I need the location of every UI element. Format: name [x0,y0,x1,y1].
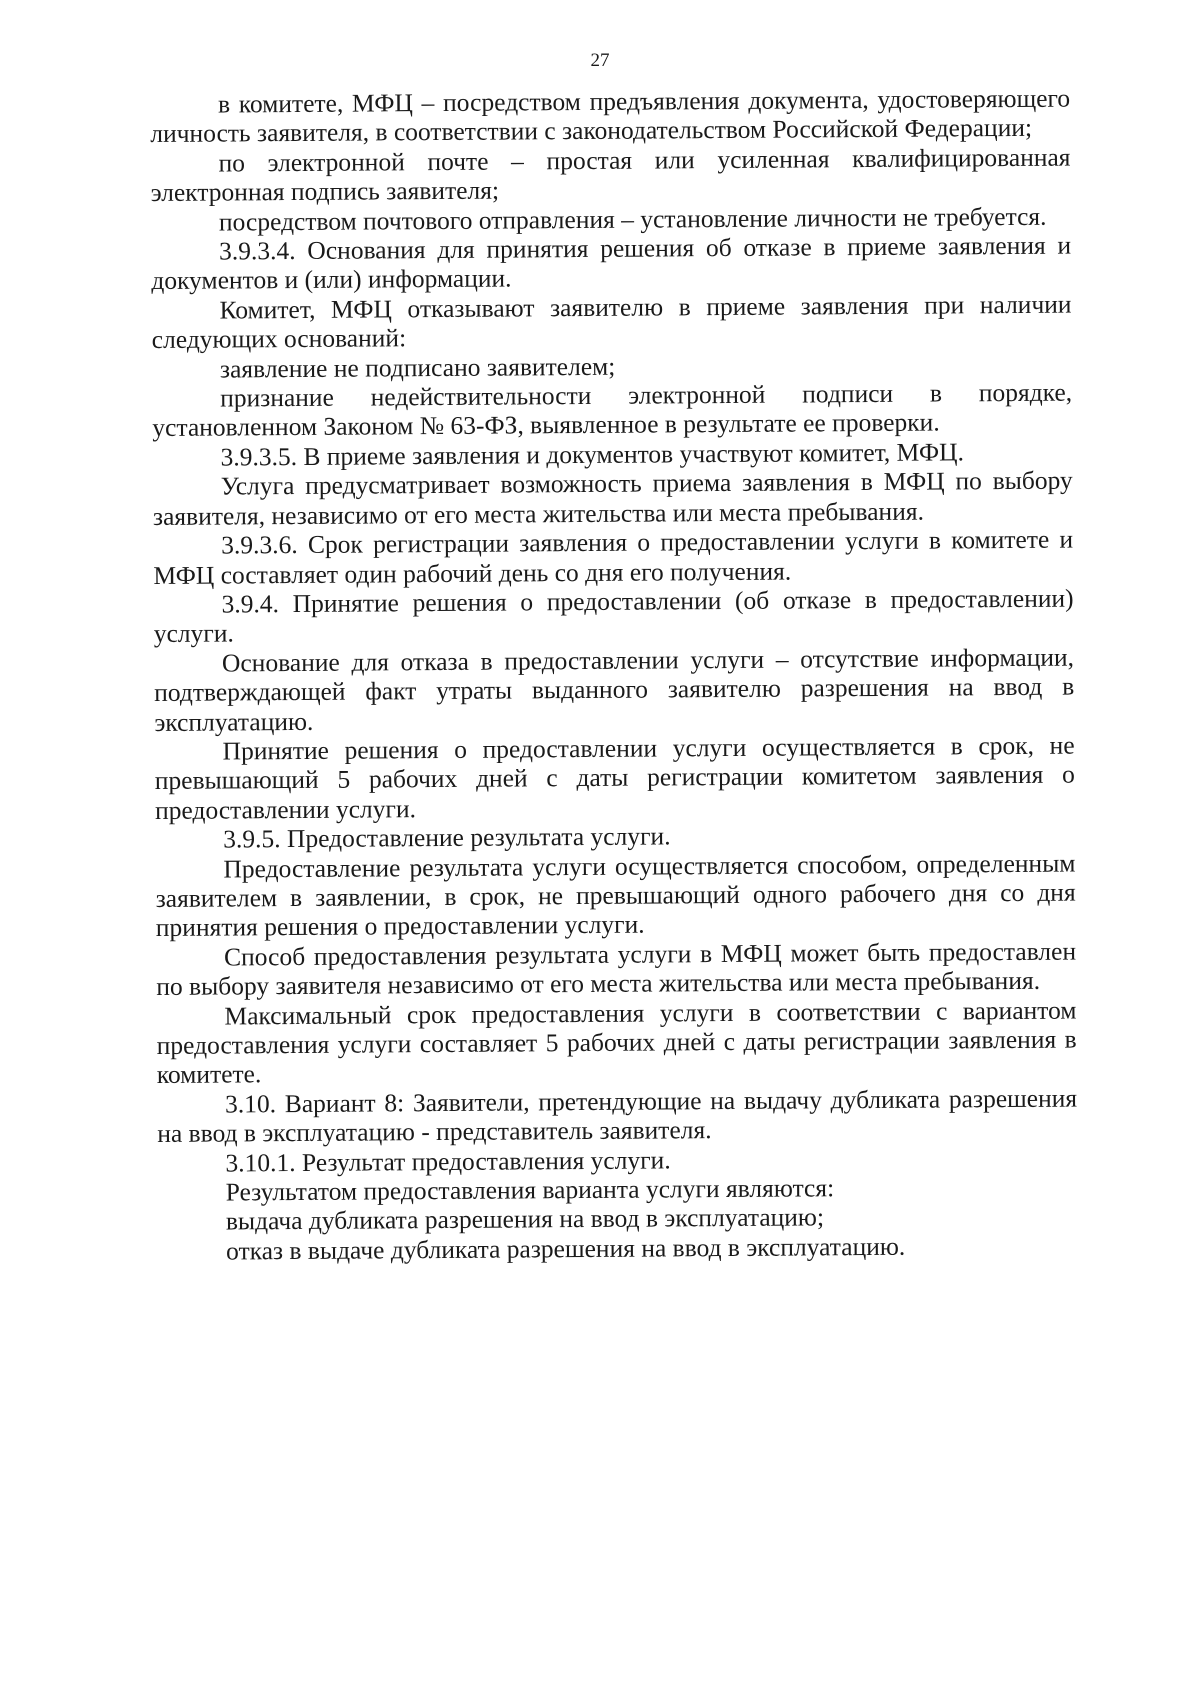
paragraph: в комитете, МФЦ – посредством предъявления документа, удостоверяющего личность заявителя, в соответствии с законодательством Российской Федерации; [150,83,1071,149]
paragraph: 3.9.5. Предоставление результата услуги. [223,821,671,854]
paragraph: Максимальный срок предоставления услуги в соответствии с вариантом предоставления услуги составляет 5 рабочих дней с даты регистрации заявления в комитете. [156,995,1077,1090]
paragraph: Принятие решения о предоставлении услуги осуществляется в срок, не превышающий 5 рабочих дней с даты регистрации комитетом заявления о предоставлении услуги. [154,730,1075,825]
paragraph: Результатом предоставления варианта услуги являются: [225,1173,835,1207]
paragraph: 3.9.4. Принятие решения о предоставлении (об отказе в предоставлении) услуги. [153,583,1074,649]
paragraph: выдача дубликата разрешения на ввод в эксплуатацию; [225,1202,825,1236]
paragraph: Основание для отказа в предоставлении услуги – отсутствие информации, подтверждающей факт утраты выданного заявителю разрешения на ввод в эксплуатацию. [154,642,1075,737]
paragraph: 3.9.3.5. В приеме заявления и документов участвуют комитет, МФЦ. [220,437,964,472]
paragraph: заявление не подписано заявителем; [219,351,616,384]
paragraph: признание недействительности электронной подписи в порядке, установленном Законом № 63-ФЗ, выявленное в результате ее проверки. [152,377,1073,443]
paragraph: посредством почтового отправления – установление личности не требуется. [218,201,1047,237]
paragraph: 3.10. Вариант 8: Заявители, претендующие на выдачу дубликата разрешения на ввод в эксплуатацию - представитель заявителя. [157,1083,1078,1149]
paragraph: Предоставление результата услуги осуществляется способом, определенным заявителем в заявлении, в срок, не превышающий одного рабочего дня со дня принятия решения о предоставлении услуги. [155,848,1076,943]
paragraph: отказ в выдаче дубликата разрешения на ввод в эксплуатацию. [226,1231,906,1266]
page-number: 27 [590,50,610,71]
paragraph: 3.9.3.4. Основания для принятия решения об отказе в приеме заявления и документов и (или) информации. [151,230,1072,296]
paragraph: 3.9.3.6. Срок регистрации заявления о предоставлении услуги в комитете и МФЦ составляет один рабочий день со дня его получения. [153,524,1074,590]
document-body [150,84,1078,1267]
paragraph: Комитет, МФЦ отказывают заявителю в приеме заявления при наличии следующих оснований: [151,289,1072,355]
paragraph: по электронной почте – простая или усиленная квалифицированная электронная подпись заявителя; [150,142,1071,208]
paragraph: Услуга предусматривает возможность приема заявления в МФЦ по выбору заявителя, независимо от его места жительства или места пребывания. [152,465,1073,531]
paragraph: 3.10.1. Результат предоставления услуги. [225,1145,671,1178]
paragraph: Способ предоставления результата услуги в МФЦ может быть предоставлен по выбору заявителя независимо от его места жительства или места пребывания. [156,936,1077,1002]
